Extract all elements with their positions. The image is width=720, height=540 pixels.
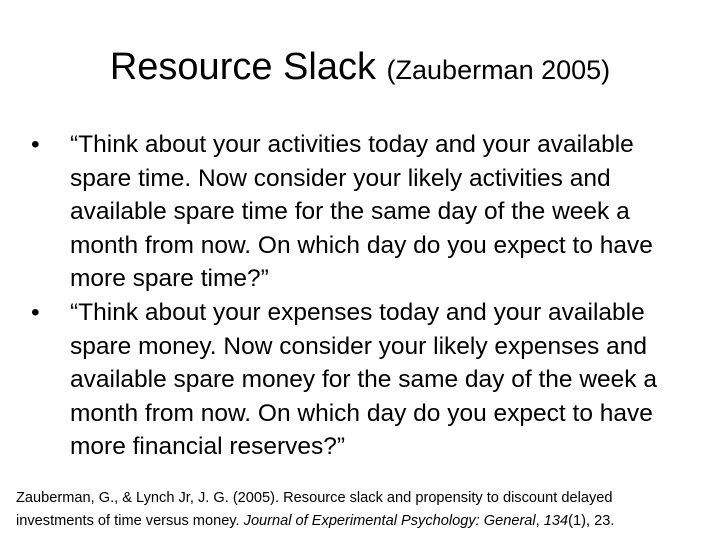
bullet-item-spare-time (22, 128, 690, 296)
bullet-text: “Think about your activities today and your available spare time. Now consider your likely activities and available spare time for the same day of the week a month from now. On which day do you expect to have more spare time?” (70, 131, 653, 293)
bullet-list (22, 128, 690, 464)
bullet-text: “Think about your expenses today and your available spare money. Now consider your likely expenses and available spare money for the same day of the week a month from now. On which day do you expect to have more financial reserves?” (70, 298, 657, 461)
citation (16, 487, 716, 533)
citation-pages: , 23. (585, 513, 615, 529)
citation-line-1: Zauberman, G., & Lynch Jr, J. G. (2005). Resource slack and propensity to discount delayed (16, 490, 613, 506)
citation-volume: 134 (543, 513, 569, 529)
bullet-item-spare-money (22, 296, 690, 464)
slide-title (0, 42, 720, 95)
citation-separator: , (535, 513, 544, 529)
citation-journal: Journal of Experimental Psychology: General (243, 513, 536, 529)
bullet-dot-icon: • (31, 131, 40, 158)
slide-title-subtitle: (Zauberman 2005) (386, 55, 611, 85)
citation-text: investments of time versus money. (16, 513, 244, 529)
slide-title-main: Resource Slack (109, 46, 376, 88)
citation-line-2 (16, 510, 716, 533)
bullet-dot-icon: • (31, 298, 40, 326)
citation-issue: (1) (568, 513, 586, 529)
